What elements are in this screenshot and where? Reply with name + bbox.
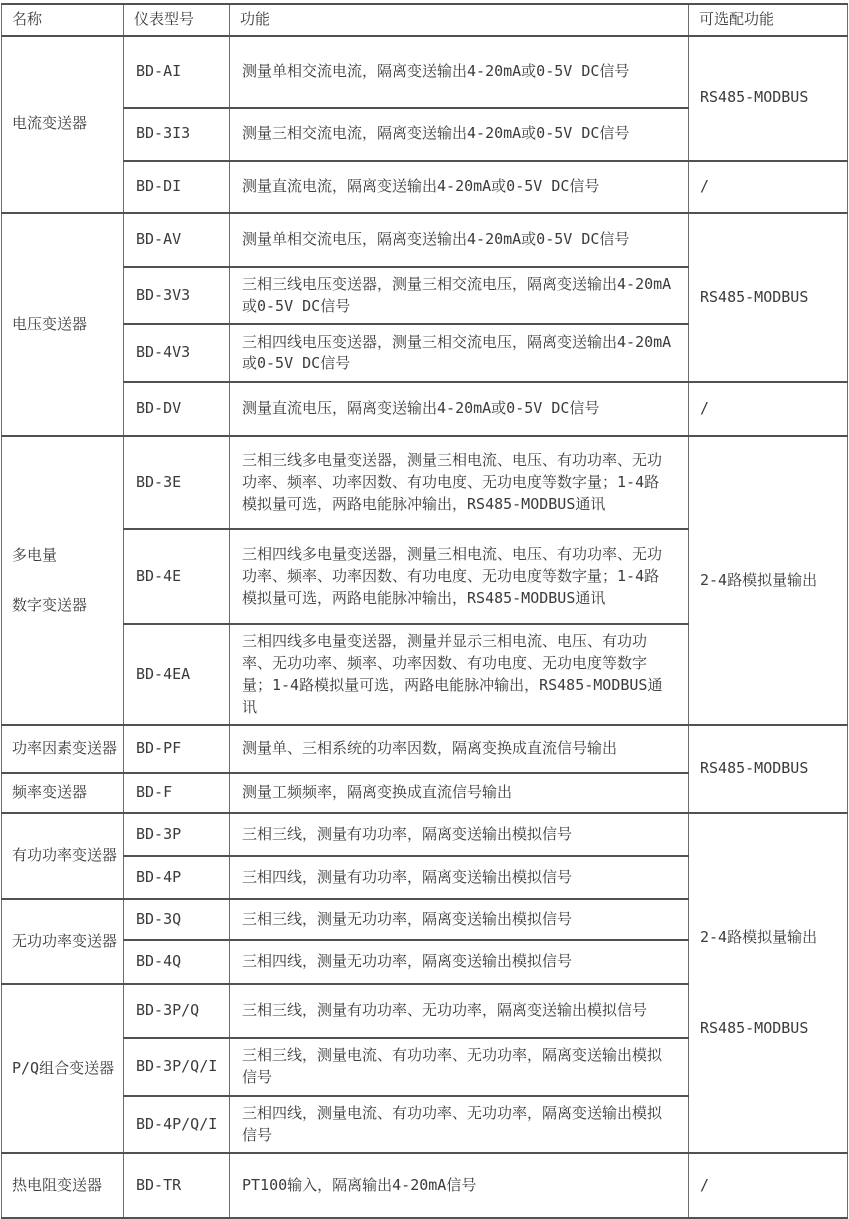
group-name-pq-combo: P/Q组合变送器 (2, 984, 124, 1153)
function-cell: 三相四线，测量无功功率，隔离变送输出模拟信号 (230, 940, 689, 984)
model-cell: BD-DV (124, 382, 230, 436)
table-row (2, 36, 848, 108)
group-name-line: 数字变送器 (12, 595, 88, 614)
model-cell: BD-3P (124, 813, 230, 856)
model-cell: BD-3V3 (124, 267, 230, 325)
function-cell: 三相四线，测量电流、有功功率、无功功率，隔离变送输出模拟信号 (230, 1096, 689, 1154)
optional-cell: / (689, 1153, 848, 1218)
group-name-active-power: 有功功率变送器 (2, 813, 124, 899)
model-cell: BD-4V3 (124, 324, 230, 382)
model-cell: BD-3I3 (124, 108, 230, 161)
optional-line: RS485-MODBUS (700, 1019, 809, 1038)
table-row (2, 436, 848, 529)
optional-line: 2-4路模拟量输出 (700, 927, 818, 946)
group-name-frequency: 频率变送器 (2, 773, 124, 813)
optional-cell: / (689, 161, 848, 213)
header-row (2, 4, 848, 36)
model-cell: BD-F (124, 773, 230, 813)
model-cell: BD-4E (124, 529, 230, 624)
model-cell: BD-DI (124, 161, 230, 213)
group-name-voltage: 电压变送器 (2, 213, 124, 437)
table-row (2, 813, 848, 856)
model-cell: BD-TR (124, 1153, 230, 1218)
group-name-power-factor: 功率因素变送器 (2, 725, 124, 773)
function-cell: 三相四线，测量有功功率，隔离变送输出模拟信号 (230, 856, 689, 899)
col-header-name: 名称 (2, 4, 124, 36)
function-cell: 三相四线多电量变送器，测量三相电流、电压、有功功率、无功功率、频率、功率因数、有功电度、无功电度等数字量；1-4路模拟量可选，两路电能脉冲输出，RS485-MODBUS通讯 (230, 529, 689, 624)
table-row (2, 213, 848, 267)
function-cell: 测量直流电压，隔离变送输出4-20mA或0-5V DC信号 (230, 382, 689, 436)
function-cell: PT100输入，隔离输出4-20mA信号 (230, 1153, 689, 1218)
function-cell: 测量直流电流，隔离变送输出4-20mA或0-5V DC信号 (230, 161, 689, 213)
optional-cell (689, 813, 848, 1153)
group-name-rtd: 热电阻变送器 (2, 1153, 124, 1218)
optional-cell: RS485-MODBUS (689, 213, 848, 383)
group-name-current: 电流变送器 (2, 36, 124, 213)
table-row (2, 161, 848, 213)
model-cell: BD-4Q (124, 940, 230, 984)
model-cell: BD-3P/Q/I (124, 1038, 230, 1096)
function-cell: 三相三线，测量无功功率，隔离变送输出模拟信号 (230, 899, 689, 940)
table-row (2, 725, 848, 773)
function-cell: 测量工频频率，隔离变换成直流信号输出 (230, 773, 689, 813)
model-cell: BD-3E (124, 436, 230, 529)
model-cell: BD-3P/Q (124, 984, 230, 1038)
function-cell: 三相三线，测量电流、有功功率、无功功率，隔离变送输出模拟信号 (230, 1038, 689, 1096)
function-cell: 三相三线，测量有功功率，隔离变送输出模拟信号 (230, 813, 689, 856)
optional-cell: / (689, 382, 848, 436)
group-name-reactive-power: 无功功率变送器 (2, 899, 124, 984)
optional-cell: RS485-MODBUS (689, 36, 848, 161)
function-cell: 三相四线电压变送器，测量三相交流电压，隔离变送输出4-20mA或0-5V DC信号 (230, 324, 689, 382)
optional-cell: 2-4路模拟量输出 (689, 436, 848, 725)
model-cell: BD-4P/Q/I (124, 1096, 230, 1154)
model-cell: BD-AI (124, 36, 230, 108)
model-cell: BD-PF (124, 725, 230, 773)
function-cell: 测量三相交流电流，隔离变送输出4-20mA或0-5V DC信号 (230, 108, 689, 161)
table-row (2, 382, 848, 436)
group-name-line: 多电量 (12, 546, 58, 564)
table-row (2, 1153, 848, 1218)
optional-cell: RS485-MODBUS (689, 725, 848, 813)
transmitter-spec-table (1, 3, 848, 1219)
function-cell: 测量单、三相系统的功率因数，隔离变换成直流信号输出 (230, 725, 689, 773)
model-cell: BD-AV (124, 213, 230, 267)
function-cell: 三相三线电压变送器，测量三相交流电压，隔离变送输出4-20mA或0-5V DC信号 (230, 267, 689, 325)
function-cell: 测量单相交流电压，隔离变送输出4-20mA或0-5V DC信号 (230, 213, 689, 267)
col-header-function: 功能 (230, 4, 689, 36)
col-header-optional: 可选配功能 (689, 4, 848, 36)
group-name-multi-digital (2, 436, 124, 725)
function-cell: 测量单相交流电流，隔离变送输出4-20mA或0-5V DC信号 (230, 36, 689, 108)
function-cell: 三相三线，测量有功功率、无功功率，隔离变送输出模拟信号 (230, 984, 689, 1038)
col-header-model: 仪表型号 (124, 4, 230, 36)
model-cell: BD-4P (124, 856, 230, 899)
model-cell: BD-4EA (124, 624, 230, 725)
function-cell: 三相四线多电量变送器，测量并显示三相电流、电压、有功功率、无功功率、频率、功率因数、有功电度、无功电度等数字量；1-4路模拟量可选，两路电能脉冲输出，RS485-MODBUS通讯 (230, 624, 689, 725)
model-cell: BD-3Q (124, 899, 230, 940)
function-cell: 三相三线多电量变送器，测量三相电流、电压、有功功率、无功功率、频率、功率因数、有功电度、无功电度等数字量；1-4路模拟量可选，两路电能脉冲输出，RS485-MODBUS通讯 (230, 436, 689, 529)
